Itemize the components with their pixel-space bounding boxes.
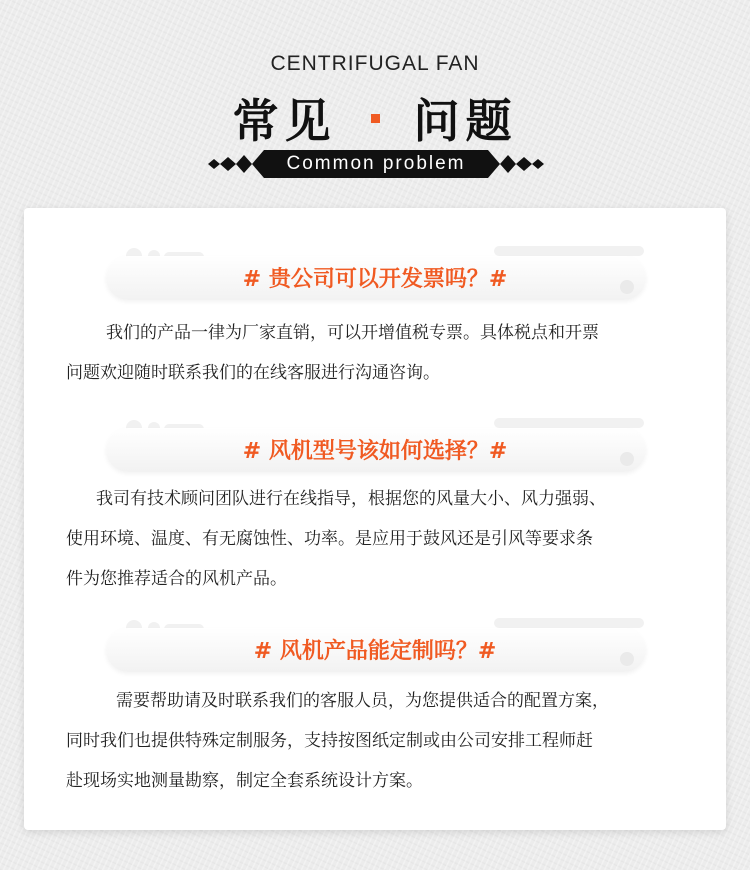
- title-right: 问题: [413, 94, 518, 148]
- answer-line: 赴现场实地测量勘察，制定全套系统设计方案。: [66, 771, 423, 791]
- answer-line: 我司有技术顾问团队进行在线指导，根据您的风量大小、风力强弱、: [96, 489, 606, 509]
- decor-pill: [494, 246, 644, 256]
- answer-line: 使用环境、温度、有无腐蚀性、功率。是应用于鼓风还是引风等要求条: [66, 529, 593, 549]
- english-subtitle: CENTRIFUGAL FAN: [270, 52, 480, 75]
- answer-line: 需要帮助请及时联系我们的客服人员，为您提供适合的配置方案，: [116, 691, 609, 711]
- page-title: [0, 88, 750, 148]
- title-separator-dot: [371, 114, 380, 123]
- question-text: # 风机型号该如何选择？#: [242, 439, 508, 464]
- page-header: [0, 0, 750, 190]
- title-left: 常见: [232, 94, 337, 148]
- answer-line: 问题欢迎随时联系我们的在线客服进行沟通咨询。: [66, 363, 440, 383]
- ribbon-label: Common problem: [286, 153, 466, 174]
- faq-card: [24, 208, 726, 830]
- decor-pill: [494, 418, 644, 428]
- answer-line: 同时我们也提供特殊定制服务，支持按图纸定制或由公司安排工程师赶: [66, 731, 593, 751]
- answer-line: 我们的产品一律为厂家直销，可以开增值税专票。具体税点和开票: [106, 323, 599, 343]
- decor-pill: [494, 618, 644, 628]
- question-text: # 风机产品能定制吗？#: [253, 639, 497, 664]
- answer-line: 件为您推荐适合的风机产品。: [66, 569, 287, 589]
- ribbon-banner: [208, 150, 544, 178]
- question-text: # 贵公司可以开发票吗？#: [242, 267, 508, 292]
